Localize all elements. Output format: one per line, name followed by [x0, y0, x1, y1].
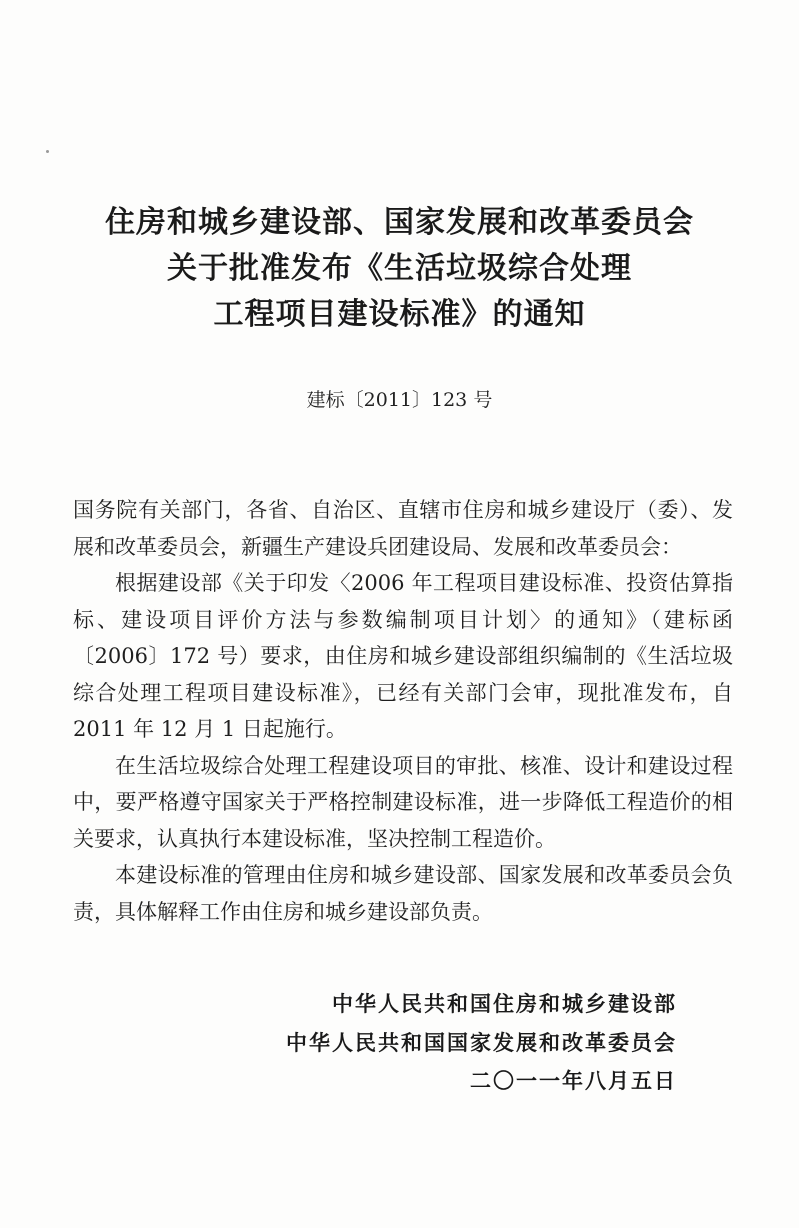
- signature-ndrc: 中华人民共和国国家发展和改革委员会: [286, 1030, 677, 1055]
- document-number: 建标〔2011〕123 号: [306, 389, 493, 411]
- title-line-3: 工程项目建设标准》的通知: [213, 297, 586, 332]
- paragraph-2: 在生活垃圾综合处理工程建设项目的审批、核准、设计和建设过程中，要严格遵守国家关于严格控制建设标准，进一步降低工程造价的相关要求，认真执行本建设标准，坚决控制工程造价。: [73, 753, 733, 851]
- title-line-2: 关于批准发布《生活垃圾综合处理: [167, 251, 632, 286]
- signature-ministry-housing: 中华人民共和国住房和城乡建设部: [332, 992, 677, 1016]
- notice-title: [0, 200, 799, 338]
- title-line-1: 住房和城乡建设部、国家发展和改革委员会: [105, 205, 694, 240]
- notice-body: [73, 492, 733, 930]
- signature-block: [286, 985, 677, 1101]
- addressee: 国务院有关部门，各省、自治区、直辖市住房和城乡建设厅（委）、发展和改革委员会，新疆生产建设兵团建设局、发展和改革委员会：: [73, 498, 733, 559]
- paragraph-3: 本建设标准的管理由住房和城乡建设部、国家发展和改革委员会负责，具体解释工作由住房和城乡建设部负责。: [73, 863, 733, 924]
- scan-speck: [46, 150, 49, 153]
- issue-date: 二〇一一年八月五日: [470, 1069, 677, 1093]
- paragraph-1: 根据建设部《关于印发〈2006 年工程项目建设标准、投资估算指标、建设项目评价方法与参数编制项目计划〉的通知》（建标函〔2006〕172 号）要求，由住房和城乡建设部组织编制的《生活垃圾综合处理工程项目建设标准》，已经有关部门会审，现批准发布，自 2011 年 12 月 1 日起施行。: [73, 571, 733, 741]
